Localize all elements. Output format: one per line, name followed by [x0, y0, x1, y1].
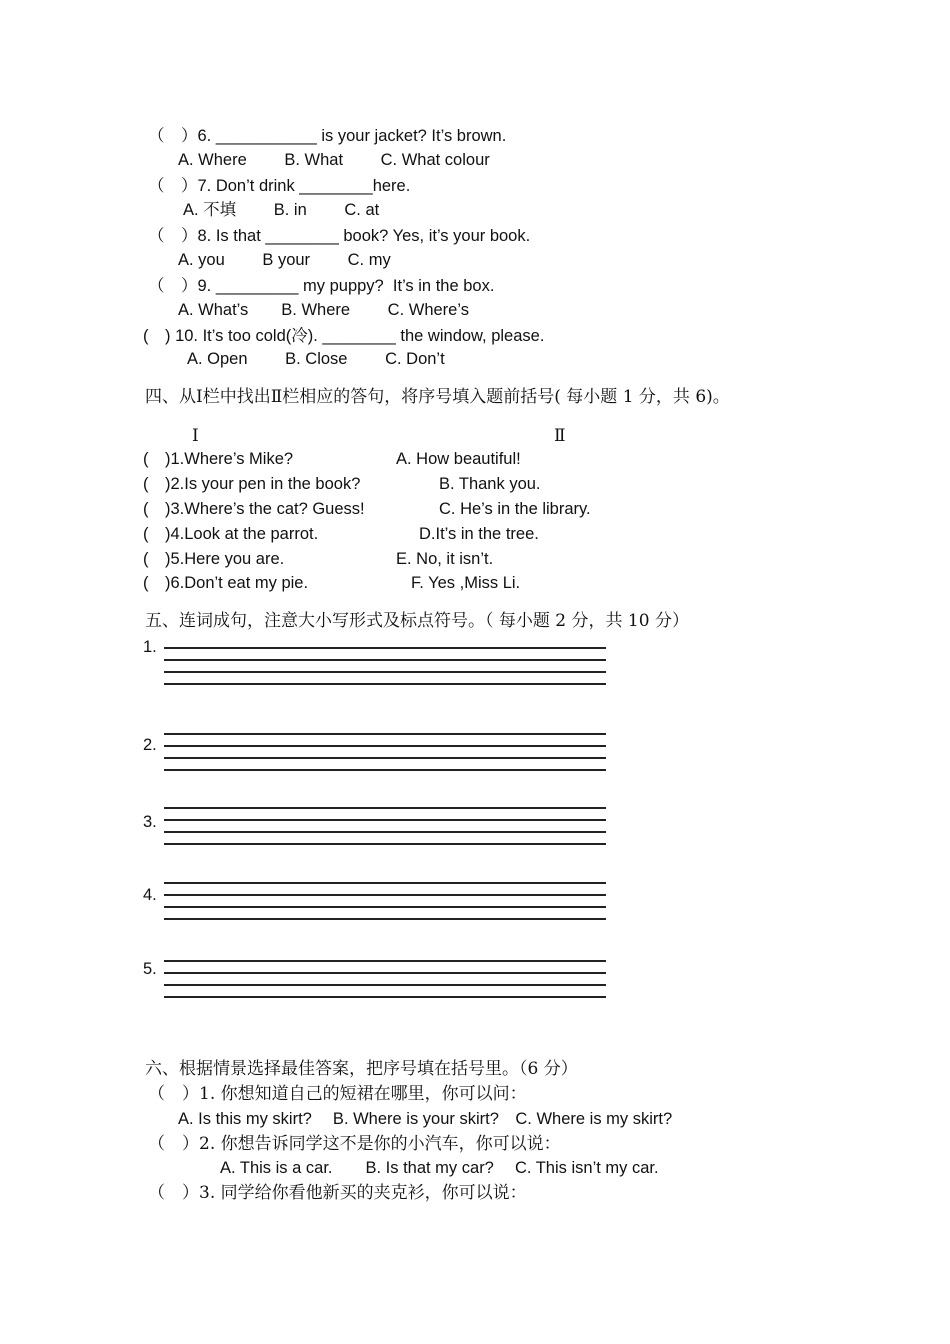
match-a1: A. How beautiful! [396, 450, 521, 468]
q10-options: A. Open B. Close C. Don’t [187, 350, 445, 368]
match-a4: D.It’s in the tree. [419, 525, 539, 543]
column-2-header: Ⅱ [554, 426, 566, 446]
sentence-4-number: 4. [143, 886, 157, 904]
q7-options: A. 不填 B. in C. at [183, 201, 380, 219]
section4-title: 四、从Ⅰ栏中找出Ⅱ栏相应的答句，将序号填入题前括号( 每小题 1 分，共 6)。 [145, 387, 730, 407]
sentence-1-number: 1. [143, 638, 157, 656]
match-a6: F. Yes ,Miss Li. [411, 574, 521, 592]
s6-q2-options: A. This is a car. B. Is that my car? C. This isn’t my car. [220, 1159, 659, 1177]
match-q4: ( )4.Look at the parrot. [143, 525, 319, 543]
s6-q3-stem: （ ）3. 同学给你看他新买的夹克衫，你可以说： [148, 1183, 527, 1203]
q8-stem: （ ）8. Is that ________ book? Yes, it’s your book. [148, 227, 531, 245]
match-q5: ( )5.Here you are. [143, 550, 285, 568]
section6-title: 六、根据情景选择最佳答案，把序号填在括号里。（6 分） [145, 1059, 578, 1079]
s6-q1-options: A. Is this my skirt? B. Where is your skirt? C. Where is my skirt? [178, 1110, 673, 1128]
writing-lines-2[interactable] [164, 733, 606, 781]
match-q6: ( )6.Don’t eat my pie. [143, 574, 309, 592]
q9-options: A. What’s B. Where C. Where’s [178, 301, 469, 319]
q10-stem: ( ) 10. It’s too cold(冷). ________ the window, please. [143, 327, 545, 345]
q9-stem: （ ）9. _________ my puppy? It’s in the box. [148, 277, 495, 295]
q6-stem: （ ）6. ___________ is your jacket? It’s brown. [148, 127, 507, 145]
q8-options: A. you B your C. my [178, 251, 391, 269]
match-a5: E. No, it isn’t. [396, 550, 494, 568]
match-a3: C. He’s in the library. [439, 500, 591, 518]
section5-title: 五、连词成句，注意大小写形式及标点符号。（ 每小题 2 分，共 10 分） [145, 611, 689, 631]
writing-lines-1[interactable] [164, 647, 606, 695]
sentence-5-number: 5. [143, 960, 157, 978]
writing-lines-3[interactable] [164, 807, 606, 855]
s6-q2-stem: （ ）2. 你想告诉同学这不是你的小汽车，你可以说： [148, 1134, 561, 1154]
match-a2: B. Thank you. [439, 475, 541, 493]
q6-options: A. Where B. What C. What colour [178, 151, 490, 169]
s6-q1-stem: （ ）1. 你想知道自己的短裙在哪里，你可以问： [148, 1084, 527, 1104]
sentence-2-number: 2. [143, 736, 157, 754]
match-q2: ( )2.Is your pen in the book? [143, 475, 361, 493]
q7-stem: （ ）7. Don’t drink ________here. [148, 177, 411, 195]
writing-lines-5[interactable] [164, 960, 606, 1008]
match-q3: ( )3.Where’s the cat? Guess! [143, 500, 365, 518]
column-1-header: Ⅰ [192, 426, 199, 446]
writing-lines-4[interactable] [164, 882, 606, 930]
sentence-3-number: 3. [143, 813, 157, 831]
match-q1: ( )1.Where’s Mike? [143, 450, 294, 468]
